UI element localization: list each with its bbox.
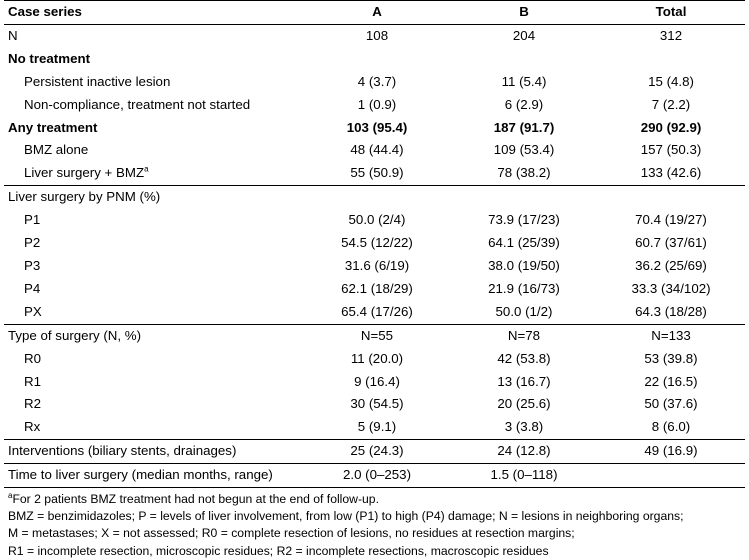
cell-a: 65.4 (17/26) [341, 303, 413, 319]
row-label: R2 [24, 396, 41, 412]
cell-total: 290 (92.9) [640, 119, 702, 135]
row-label: PX [24, 303, 42, 319]
cell-total: 50 (37.6) [644, 396, 698, 412]
row-label: Any treatment [8, 119, 98, 135]
cell-b: 11 (5.4) [501, 73, 547, 89]
row-label: P1 [24, 212, 41, 228]
table-row [4, 139, 745, 162]
row-label: Persistent inactive lesion [24, 73, 171, 89]
cell-b: 24 (12.8) [451, 440, 597, 464]
table-row [4, 371, 745, 394]
cell-total: 7 (2.2) [651, 96, 691, 112]
header-col-b: B [451, 1, 597, 25]
abbreviations-line: BMZ = benzimidazoles; P = levels of liver involvement, from low (P1) to high (P4) damage; N = lesions in neighboring organs; [8, 509, 684, 524]
cell-b: 73.9 (17/23) [488, 212, 560, 228]
table-row [4, 232, 745, 255]
cell-b: 64.1 (25/39) [488, 235, 560, 251]
cell-a: 50.0 (2/4) [348, 212, 406, 228]
table-row [4, 324, 745, 347]
cell-b: N=78 [451, 324, 597, 347]
cell-a: 5 (9.1) [357, 419, 397, 435]
cell-total: 53 (39.8) [644, 350, 698, 366]
cell-b: 1.5 (0–118) [451, 464, 597, 488]
cell-b: 3 (3.8) [504, 419, 544, 435]
row-label: No treatment [8, 50, 91, 66]
cell-a: 108 [365, 27, 389, 43]
footnote-marker: a [144, 164, 149, 174]
table-row [4, 393, 745, 416]
row-label: P2 [24, 235, 41, 251]
cell-a: 62.1 (18/29) [341, 280, 413, 296]
cell-total: 157 (50.3) [640, 142, 702, 158]
footnote-marker: a [8, 490, 13, 500]
row-label: Non-compliance, treatment not started [24, 96, 251, 112]
table-row [4, 186, 745, 209]
row-label: Interventions (biliary stents, drainages) [4, 440, 303, 464]
cell-b: 204 [512, 27, 536, 43]
cell-total [597, 464, 745, 488]
cell-total: 22 (16.5) [644, 373, 698, 389]
table-row [4, 71, 745, 94]
cell-b [451, 48, 597, 71]
table-row [4, 348, 745, 371]
cell-a: 31.6 (6/19) [344, 257, 410, 273]
cell-total [597, 48, 745, 71]
row-label: R1 [24, 373, 41, 389]
cell-total: 60.7 (37/61) [635, 235, 707, 251]
cell-total: N=133 [597, 324, 745, 347]
cell-total: 64.3 (18/28) [635, 303, 707, 319]
cell-a [303, 186, 451, 209]
cell-b: 13 (16.7) [497, 373, 551, 389]
table-row [4, 94, 745, 117]
table-row [4, 464, 745, 488]
cell-b: 42 (53.8) [497, 350, 551, 366]
table-row [4, 48, 745, 71]
cell-a: N=55 [303, 324, 451, 347]
row-label: P3 [24, 257, 41, 273]
row-label: Type of surgery (N, %) [4, 324, 303, 347]
table-row [4, 255, 745, 278]
row-label: Liver surgery + BMZ [24, 165, 145, 181]
cell-b: 109 (53.4) [493, 142, 555, 158]
table-row [4, 416, 745, 439]
cell-a: 9 (16.4) [354, 373, 400, 389]
cell-b [451, 186, 597, 209]
cell-a: 54.5 (12/22) [341, 235, 413, 251]
row-label-with-footnote [4, 162, 303, 185]
cell-total: 15 (4.8) [648, 73, 694, 89]
cell-total: 33.3 (34/102) [631, 280, 711, 296]
row-label: Liver surgery by PNM (%) [4, 186, 303, 209]
cell-a: 103 (95.4) [346, 119, 408, 135]
cell-total: 36.2 (25/69) [635, 257, 707, 273]
cell-b: 21.9 (16/73) [488, 280, 560, 296]
cell-b: 38.0 (19/50) [488, 257, 560, 273]
footnote-text: For 2 patients BMZ treatment had not begun at the end of follow-up. [12, 492, 379, 507]
table-row [4, 301, 745, 324]
cell-a: 11 (20.0) [350, 350, 404, 366]
cell-b: 187 (91.7) [493, 119, 555, 135]
cell-total: 70.4 (19/27) [635, 212, 707, 228]
cell-a: 55 (50.9) [350, 165, 404, 181]
cell-a: 48 (44.4) [350, 142, 404, 158]
row-label: Time to liver surgery (median months, range) [4, 464, 303, 488]
row-label: Rx [24, 419, 41, 435]
cell-a: 4 (3.7) [357, 73, 397, 89]
cell-total: 8 (6.0) [651, 419, 691, 435]
row-label: N [8, 27, 18, 43]
abbreviations-line: R1 = incomplete resection, microscopic residues; R2 = incomplete resections, macroscopic residues [8, 543, 549, 558]
table-row [4, 24, 745, 47]
header-col-total: Total [597, 1, 745, 25]
row-label: BMZ alone [24, 142, 89, 158]
table-row [4, 440, 745, 464]
header-col-a: A [303, 1, 451, 25]
cell-b: 6 (2.9) [504, 96, 544, 112]
cell-a: 30 (54.5) [350, 396, 404, 412]
table-row [4, 162, 745, 185]
cell-total: 49 (16.9) [597, 440, 745, 464]
cell-b: 78 (38.2) [497, 165, 551, 181]
cell-total [597, 186, 745, 209]
cell-a: 25 (24.3) [303, 440, 451, 464]
row-label: R0 [24, 350, 41, 366]
cell-total: 133 (42.6) [640, 165, 702, 181]
row-label: P4 [24, 280, 41, 296]
footnote [8, 491, 749, 508]
cell-b: 50.0 (1/2) [495, 303, 553, 319]
cell-a [303, 48, 451, 71]
table-row [4, 278, 745, 301]
abbreviations-line: M = metastases; X = not assessed; R0 = complete resection of lesions, no residues at resection margins; [8, 526, 575, 541]
case-series-table [4, 0, 745, 488]
table-header-row [4, 1, 745, 25]
table-row [4, 209, 745, 232]
header-label: Case series [4, 1, 303, 25]
cell-b: 20 (25.6) [497, 396, 551, 412]
table-row [4, 117, 745, 140]
cell-total: 312 [659, 27, 683, 43]
cell-a: 2.0 (0–253) [303, 464, 451, 488]
table-notes [8, 491, 749, 560]
cell-a: 1 (0.9) [357, 96, 397, 112]
